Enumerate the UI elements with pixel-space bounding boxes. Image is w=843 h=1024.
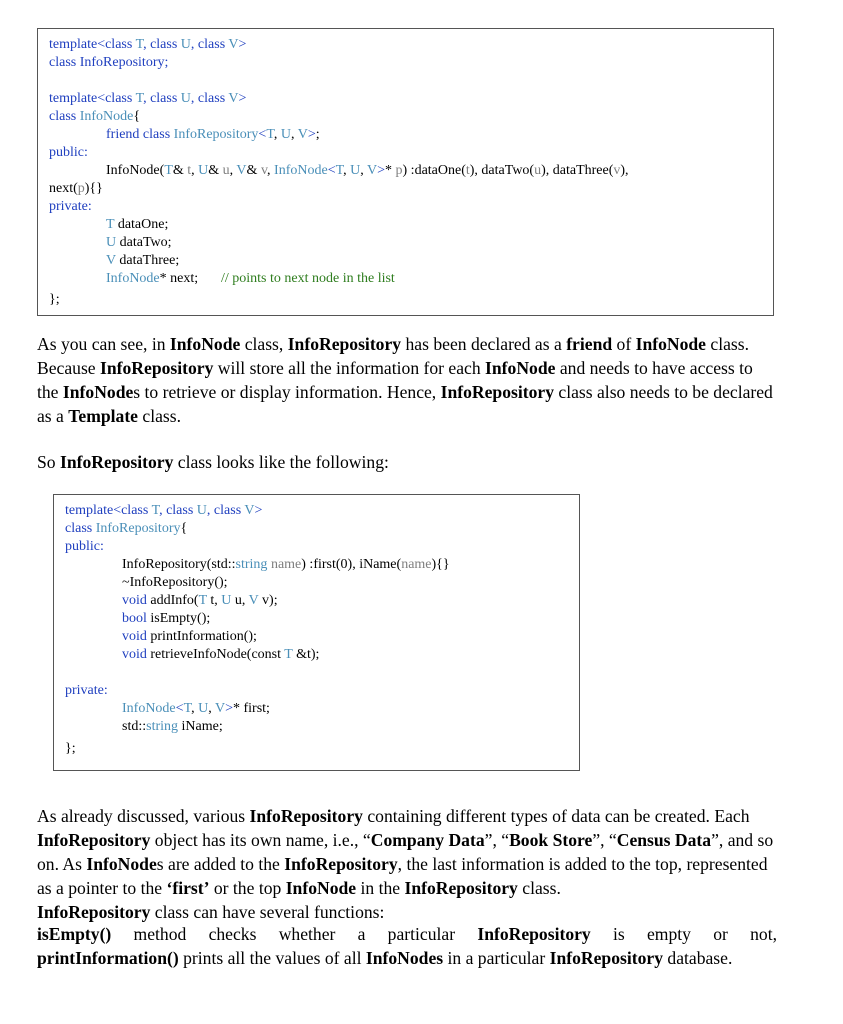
code-line: InfoNode* next;	[106, 271, 199, 286]
code-line: private:	[65, 683, 108, 698]
code-block-infonode	[37, 28, 774, 316]
paragraph-isempty: isEmpty() method checks whether a particular InfoRepository is empty or not,	[37, 924, 777, 944]
code-line: public:	[49, 145, 88, 160]
code-line: InfoRepository(std::string name) :first(0), iName(name){}	[122, 557, 450, 572]
code-line: class InfoRepository{	[65, 521, 188, 536]
paragraph-intro-repository: So InfoRepository class looks like the following:	[37, 452, 389, 472]
code-line: void retrieveInfoNode(const T &t);	[122, 647, 320, 662]
code-comment: // points to next node in the list	[221, 271, 395, 286]
paragraph-repository-description: As already discussed, various InfoRepository containing different types of data can be created. Each InfoRepository object has its own name, i.e., “Company Data”, “Book Store”, “Census Data”, and so on. As InfoNodes are added to the InfoRepository, the last information is added to the top, represented as a pointer to the ‘first’ or the top InfoNode in the InfoRepository class. InfoRepository class can have several functions:	[37, 806, 774, 922]
paragraph-friend-explanation: As you can see, in InfoNode class, InfoRepository has been declared as a friend of InfoNode class. Because InfoRepository will store all the information for each InfoNode and needs to have access to the InfoNodes to retrieve or display information. Hence, InfoRepository class also needs to be declared as a Template class.	[37, 334, 773, 426]
code-line: public:	[65, 539, 104, 554]
code-line: void addInfo(T t, U u, V v);	[122, 593, 278, 608]
code-line: };	[65, 741, 76, 756]
code-line: std::string iName;	[122, 719, 223, 734]
code-line: ~InfoRepository();	[122, 575, 228, 590]
code-line: template<class T, class U, class V>	[65, 503, 263, 518]
code-line: class InfoRepository;	[49, 55, 169, 70]
code-line: T dataOne;	[106, 217, 169, 232]
code-line: friend class InfoRepository<T, U, V>;	[106, 127, 320, 142]
code-line: InfoNode<T, U, V>* first;	[122, 701, 270, 716]
code-line: InfoNode(T& t, U& u, V& v, InfoNode<T, U, V>* p) :dataOne(t), dataTwo(u), dataThree(v),	[106, 163, 629, 178]
code-line: next(p){}	[49, 181, 103, 196]
code-line: U dataTwo;	[106, 235, 172, 250]
code-line: class InfoNode{	[49, 109, 141, 124]
code-line: void printInformation();	[122, 629, 257, 644]
paragraph-printinformation: printInformation() prints all the values of all InfoNodes in a particular InfoRepository database.	[37, 948, 733, 968]
code-block-inforepository	[53, 494, 580, 771]
code-line: };	[49, 292, 60, 307]
code-line: template<class T, class U, class V>	[49, 37, 247, 52]
code-line: template<class T, class U, class V>	[49, 91, 247, 106]
code-line: V dataThree;	[106, 253, 180, 268]
code-line: private:	[49, 199, 92, 214]
code-line: bool isEmpty();	[122, 611, 211, 626]
